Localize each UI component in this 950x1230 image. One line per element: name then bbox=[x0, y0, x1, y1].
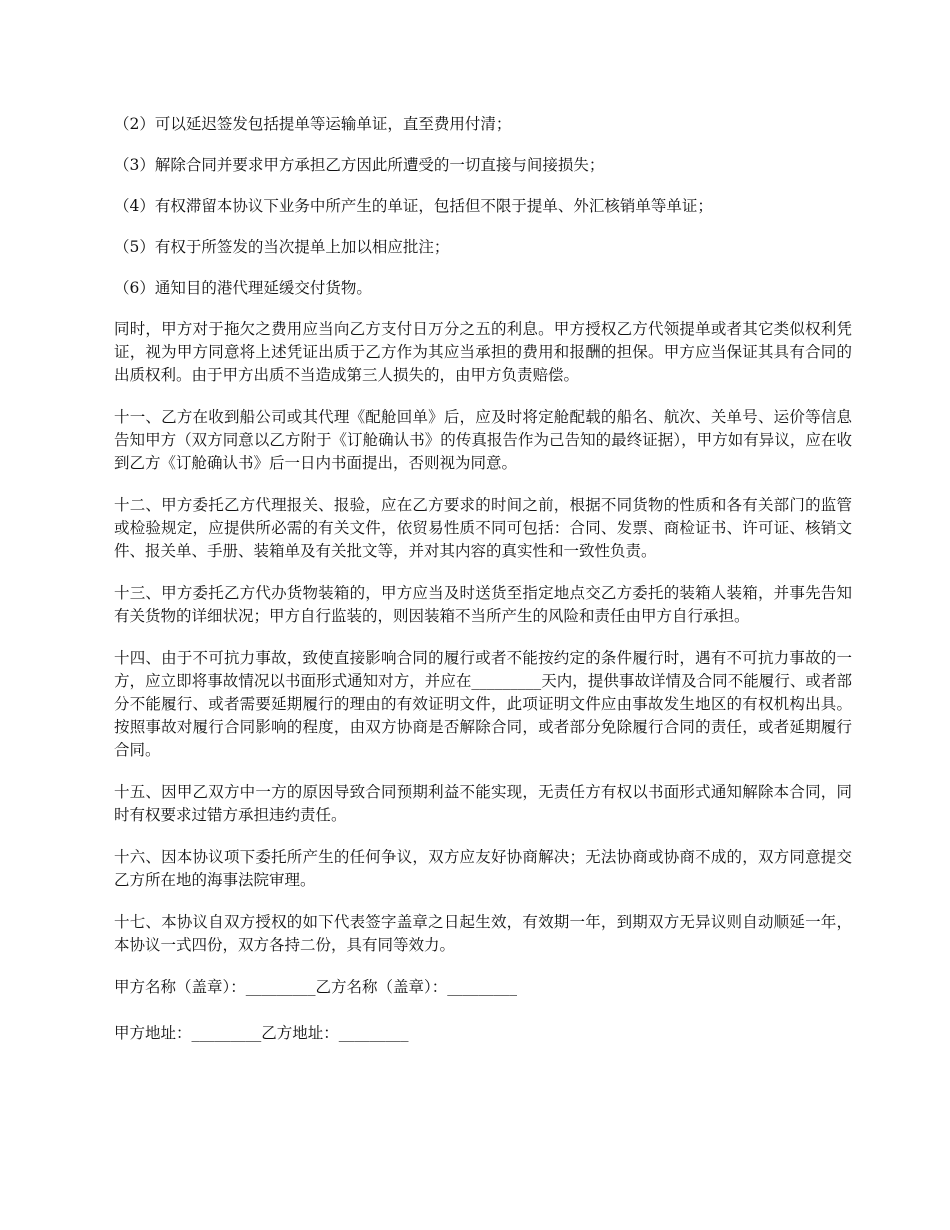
document-body bbox=[114, 113, 852, 1068]
clause-15: 十五、因甲乙双方中一方的原因导致合同预期利益不能实现，无责任方有权以书面形式通知解除本合同，同时有权要求过错方承担违约责任。 bbox=[114, 783, 852, 824]
list-item: （4）有权滞留本协议下业务中所产生的单证，包括但不限于提单、外汇核销单等单证； bbox=[114, 197, 713, 215]
clause-16: 十六、因本协议项下委托所产生的任何争议，双方应友好协商解决；无法协商或协商不成的，双方同意提交乙方所在地的海事法院审理。 bbox=[114, 848, 852, 889]
signature-address-line: 甲方地址：_________乙方地址：_________ bbox=[114, 1024, 409, 1042]
clause-11: 十一、乙方在收到船公司或其代理《配舱回单》后，应及时将定舱配载的船名、航次、关单号、运价等信息告知甲方（双方同意以乙方附于《订舱确认书》的传真报告作为己告知的最终证据），甲方如有异议，应在收到乙方《订舱确认书》后一日内书面提出，否则视为同意。 bbox=[114, 408, 852, 472]
clause-14: 十四、由于不可抗力事故，致使直接影响合同的履行或者不能按约定的条件履行时，遇有不可抗力事故的一方，应立即将事故情况以书面形式通知对方，并应在_________天内，提供事故详情及合同不能履行、或者部分不能履行、或者需要延期履行的理由的有效证明文件，此项证明文件应由事故发生地区的有权机构出具。按照事故对履行合同影响的程度，由双方协商是否解除合同，或者部分免除履行合同的责任，或者延期履行合同。 bbox=[114, 649, 852, 759]
clause-13: 十三、甲方委托乙方代办货物装箱的，甲方应当及时送货至指定地点交乙方委托的装箱人装箱，并事先告知有关货物的详细状况；甲方自行监装的，则因装箱不当所产生的风险和责任由甲方自行承担。 bbox=[114, 584, 852, 625]
paragraph-interest: 同时，甲方对于拖欠之费用应当向乙方支付日万分之五的利息。甲方授权乙方代领提单或者其它类似权利凭证，视为甲方同意将上述凭证出质于乙方作为其应当承担的费用和报酬的担保。甲方应当保证其具有合同的出质权利。由于甲方出质不当造成第三人损失的，由甲方负责赔偿。 bbox=[114, 320, 852, 384]
clause-17: 十七、本协议自双方授权的如下代表签字盖章之日起生效，有效期一年，到期双方无异议则自动顺延一年，本协议一式四份，双方各持二份，具有同等效力。 bbox=[114, 913, 852, 954]
list-item: （5）有权于所签发的当次提单上加以相应批注； bbox=[114, 238, 450, 256]
list-item: （3）解除合同并要求甲方承担乙方因此所遭受的一切直接与间接损失； bbox=[114, 156, 605, 174]
list-item: （2）可以延迟签发包括提单等运输单证，直至费用付清； bbox=[114, 115, 512, 133]
signature-name-line: 甲方名称（盖章）：_________乙方名称（盖章）：_________ bbox=[114, 978, 518, 996]
list-item: （6）通知目的港代理延缓交付货物。 bbox=[114, 279, 372, 297]
clause-12: 十二、甲方委托乙方代理报关、报验，应在乙方要求的时间之前，根据不同货物的性质和各有关部门的监管或检验规定，应提供所必需的有关文件，依贸易性质不同可包括：合同、发票、商检证书、许可证、核销文件、报关单、手册、装箱单及有关批文等，并对其内容的真实性和一致性负责。 bbox=[114, 496, 852, 560]
